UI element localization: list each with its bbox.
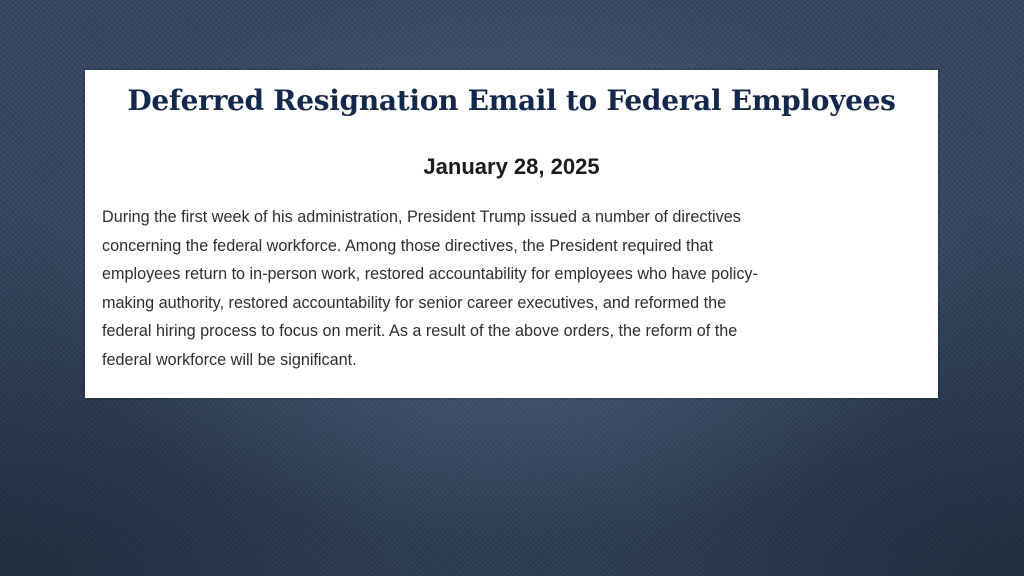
- body-line: During the first week of his administration, President Trump issued a number of directives: [102, 208, 741, 226]
- document-title: Deferred Resignation Email to Federal Employees: [127, 84, 896, 117]
- body-line: federal hiring process to focus on merit. As a result of the above orders, the reform of the: [102, 322, 738, 340]
- document-body: [102, 203, 922, 374]
- body-line: federal workforce will be significant.: [102, 350, 357, 369]
- body-line: making authority, restored accountability for senior career executives, and reformed the: [102, 293, 727, 312]
- body-line: concerning the federal workforce. Among those directives, the President required that: [102, 236, 713, 255]
- document-date: January 28, 2025: [423, 154, 600, 179]
- document-card: [85, 70, 938, 398]
- body-line: employees return to in-person work, restored accountability for employees who have policy-: [102, 265, 758, 283]
